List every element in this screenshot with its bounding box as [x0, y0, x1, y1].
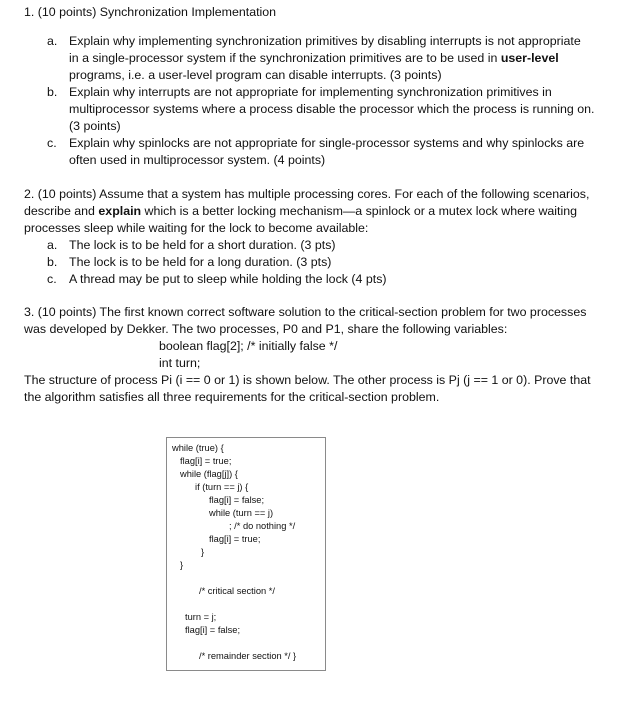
q1-b-line1: Explain why interrupts are not appropriate for implementing synchronization primitives in	[69, 85, 552, 99]
q1-b-line3: (3 points)	[69, 119, 121, 133]
code-line-10: }	[180, 560, 184, 570]
q2-c-text: A thread may be put to sleep while holding the lock (4 pts)	[69, 272, 387, 286]
code-line-14: /* remainder section */ }	[199, 651, 297, 661]
q3-var-flag: boolean flag[2]; /* initially false */	[159, 339, 338, 353]
q2-a-marker: a.	[47, 238, 58, 252]
code-line-4: if (turn == j) {	[195, 482, 249, 492]
q2-bold-explain: explain	[98, 204, 142, 218]
q2-line2	[24, 203, 577, 220]
q2-b-marker: b.	[47, 255, 58, 269]
q2-c-marker: c.	[47, 272, 57, 286]
code-line-8: flag[i] = true;	[209, 534, 261, 544]
q1-a-marker: a.	[47, 34, 58, 48]
q2-line3: processes sleep while waiting for the lock to become available:	[24, 221, 369, 235]
code-line-7: ; /* do nothing */	[229, 521, 296, 531]
q3-var-turn: int turn;	[159, 356, 201, 370]
q3-line1: 3. (10 points) The first known correct software solution to the critical-section problem for two processes	[24, 305, 587, 319]
q1-c-line2: often used in multiprocessor system. (4 points)	[69, 153, 326, 167]
q2-b-text: The lock is to be held for a long duration. (3 pts)	[69, 255, 332, 269]
q1-a-line1: Explain why implementing synchronization primitives by disabling interrupts is not appropriate	[69, 34, 581, 48]
code-line-5: flag[i] = false;	[209, 495, 265, 505]
q3-line2: was developed by Dekker. The two processes, P0 and P1, share the following variables:	[24, 322, 508, 336]
q1-c-line1: Explain why spinlocks are not appropriate for single-processor systems and why spinlocks are	[69, 136, 585, 150]
code-line-1: while (true) {	[172, 443, 224, 453]
q1-a-bold-term: user-level	[500, 51, 559, 65]
code-line-2: flag[i] = true;	[180, 456, 232, 466]
q1-title: 1. (10 points) Synchronization Implementation	[24, 5, 277, 19]
code-line-6: while (turn == j)	[209, 508, 274, 518]
q2-a-text: The lock is to be held for a short duration. (3 pts)	[69, 238, 336, 252]
q1-b-marker: b.	[47, 85, 58, 99]
code-line-13: flag[i] = false;	[185, 625, 241, 635]
q1-a-line3: programs, i.e. a user-level program can disable interrupts. (3 points)	[69, 68, 442, 82]
code-line-12: turn = j;	[185, 612, 217, 622]
code-box	[166, 437, 326, 671]
q3-line3: The structure of process Pi (i == 0 or 1) is shown below. The other process is Pj (j == 1 or 0). Prove that	[24, 373, 591, 387]
q2-line1: 2. (10 points) Assume that a system has multiple processing cores. For each of the following scenarios,	[24, 187, 590, 201]
q2-line2-pre: describe and	[24, 204, 99, 218]
q1-c-marker: c.	[47, 136, 57, 150]
q1-b-line2: multiprocessor systems where a process disable the processor which the process is running on.	[69, 102, 595, 116]
code-line-11: /* critical section */	[199, 586, 275, 596]
q1-a-line2	[69, 50, 559, 67]
q3-line4: the algorithm satisfies all three requirements for the critical-section problem.	[24, 390, 440, 404]
code-line-9: }	[201, 547, 205, 557]
q2-line2-post: which is a better locking mechanism—a spinlock or a mutex lock where waiting	[141, 204, 578, 218]
code-line-3: while (flag[j]) {	[180, 469, 238, 479]
q1-a-line2-text: in a single-processor system if the synchronization primitives are to be used in	[69, 51, 501, 65]
